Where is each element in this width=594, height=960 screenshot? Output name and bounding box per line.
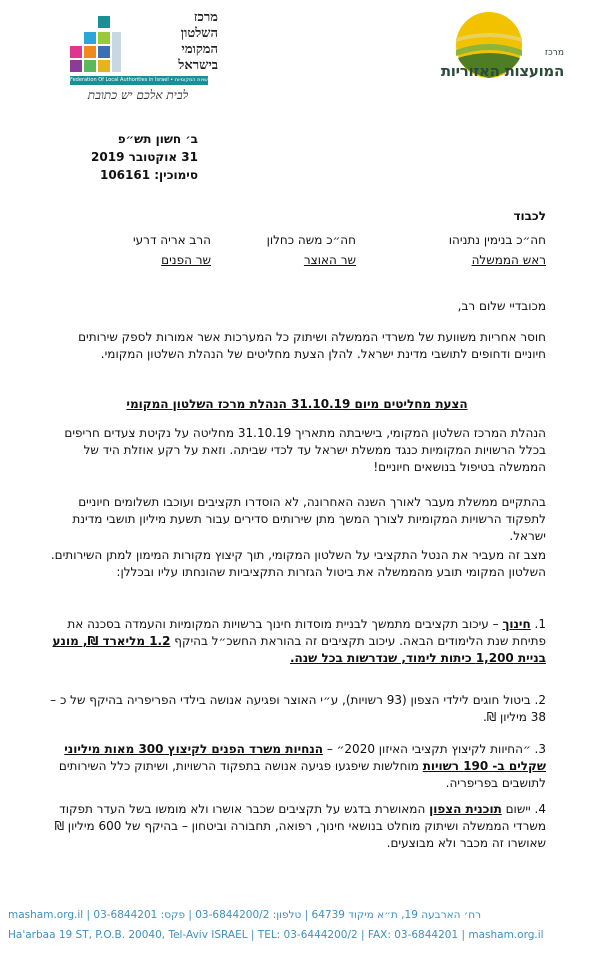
recipient-name: חה״כ משה כחלון bbox=[266, 233, 356, 247]
footer-address-hebrew: רח׳ הארבעה 19, ת״א מיקוד 64739 | טלפון: 03-6844200/2 | פקס: 03-6844201 | masham.org.il bbox=[8, 909, 482, 921]
org-name-line: מרכז bbox=[193, 10, 218, 25]
org-label: המועצות האזוריות bbox=[440, 62, 564, 80]
recipient-office: שר האוצר bbox=[303, 253, 356, 267]
regional-councils-logo bbox=[414, 10, 564, 110]
greeting: מכובדיי שלום רב, bbox=[457, 299, 546, 313]
org-name-line: בישראל bbox=[178, 58, 218, 73]
reference-number: סימוכין: 106161 bbox=[99, 168, 198, 182]
item-text: מוחלשות שיפגעו פגיעה אנושה בתפקוד הרשויות, ושיתוק כלל השירותים לתושבים בפריפריה. bbox=[58, 759, 546, 790]
recipient bbox=[51, 230, 211, 270]
recipient bbox=[406, 230, 546, 270]
item-text: – עיכוב תקציבים מתמשך לבניית מוסדות חינוך ברשויות המקומיות והעמדה בסכנה את פתיחת שנת הלימודים הבאה. עיכוב תקציבים זה בהוראת החשכ״ל בהיקף bbox=[67, 617, 546, 648]
item-emphasis: הנחיות משרד הפנים לקיצוץ 300 מאות מיליוני שקלים ב- 190 רשויות bbox=[64, 742, 546, 773]
recipient-name: חה״כ בנימין נתניהו bbox=[448, 233, 546, 247]
recipient-office: ראש הממשלה bbox=[471, 253, 546, 267]
gregorian-date: 31 אוקטובר 2019 bbox=[91, 150, 198, 164]
org-name-line: השלטון bbox=[180, 26, 218, 41]
org-banner: Federation Of Local Authorities in Israel • פדרציית הרשויות המקומיות bbox=[70, 77, 233, 83]
item-number: 1. bbox=[534, 617, 546, 631]
item-prefix: יישום bbox=[501, 802, 531, 816]
item-text: המאושרת בדגש על תקציבים שכבר אושרו ולא מומשו בשל העדר תפקוד משרדי הממשלה ושיתוק מוחלט בנושאי חינוך, רפואה, תחבורה וביטחון – בהיקף של 600 מיליון ₪ שאושרו זה מכבר ולא מבוצעים. bbox=[54, 802, 546, 850]
item-lead: חינוך bbox=[502, 617, 531, 631]
recipient-name: הרב אריה דרעי bbox=[132, 233, 211, 247]
org-name-line: המקומי bbox=[181, 42, 218, 57]
intro-paragraph: חוסר אחריות משוועת של משרדי הממשלה ושיתוק כל המערכות אשר אמורות לספק שירותים חיוניים ודחופים לתושבי מדינת ישראל. להלן הצעת מחליטים של הנהלת השלטון המקומי. bbox=[78, 330, 546, 361]
item-emphasis: 1.2 מליארד ₪, מונע בניית 1,200 כיתות לימוד, שנדרשות בכל שנה. bbox=[52, 634, 546, 665]
salutation: לכבוד bbox=[513, 209, 546, 223]
recipient-office: שר הפנים bbox=[161, 253, 211, 267]
demand-item bbox=[48, 801, 546, 852]
item-text: ביטול חוגים לילדי הצפון (93 רשויות), ע״י האוצר ופגיעה אנושה בילדי הפריפריה בהיקף של כ – 38 מיליון ₪. bbox=[50, 693, 546, 724]
recipient bbox=[216, 230, 356, 270]
footer-address-english: Ha'arbaa 19 ST, P.O.B. 20040, Tel-Aviv ISRAEL | TEL: 03-6444200/2 | FAX: 03-6844201 | masham.org.il bbox=[8, 929, 544, 941]
demand-item bbox=[48, 616, 546, 667]
local-government-logo bbox=[68, 8, 233, 113]
body-paragraph: מצב זה מעביר את הנטל התקציבי על השלטון המקומי, תוך קיצוץ מקורות המימון למתן השירותים. השלטון המקומי תובע מהממשלה את ביטול הגזרות התקציביות שהונחתו עליו ובכללן: bbox=[50, 548, 546, 579]
body-paragraph: הנהלת המרכז השלטון המקומי, בישיבתה מתאריך 31.10.19 מחליטה על נקיטת צעדים חריפים בכלל הרשויות המקומיות כנגד ממשלת ישראל עד לכדי שביתה. וזאת על רקע אוזלת היד של הממשלה בטיפול בנושאים חיוניים! bbox=[64, 426, 546, 474]
item-number: 2. bbox=[534, 693, 546, 707]
org-name bbox=[112, 10, 218, 74]
hebrew-date: ב׳ חשון תש״פ bbox=[117, 132, 198, 146]
org-tagline: לבית אלכם יש כתובת bbox=[87, 88, 189, 102]
item-number: 4. bbox=[534, 802, 546, 816]
org-label-small: מרכז bbox=[544, 48, 564, 58]
item-number: 3. bbox=[534, 742, 546, 756]
recipients bbox=[48, 230, 546, 270]
demand-item bbox=[48, 692, 546, 726]
body-paragraph: בהתקיים ממשלת מעבר לאורך השנה האחרונה, לא הוסדרו תקציבים ועוכבו תשלומים חיוניים לתפקוד הרשויות המקומיות לצורך המשך מתן שירותים סדירים עבור תשעת מיליון תושבי מדינת ישראל. bbox=[72, 495, 546, 543]
demand-item bbox=[48, 741, 546, 792]
decision-heading: הצעת מחליטים מיום 31.10.19 הנהלת מרכז השלטון המקומי bbox=[126, 397, 468, 411]
date-block bbox=[58, 130, 198, 184]
item-emphasis: תוכנית הצפון bbox=[429, 802, 502, 816]
item-prefix: ״החיוות לקיצוץ תקציבי האיזון 2020״ – bbox=[323, 742, 531, 756]
